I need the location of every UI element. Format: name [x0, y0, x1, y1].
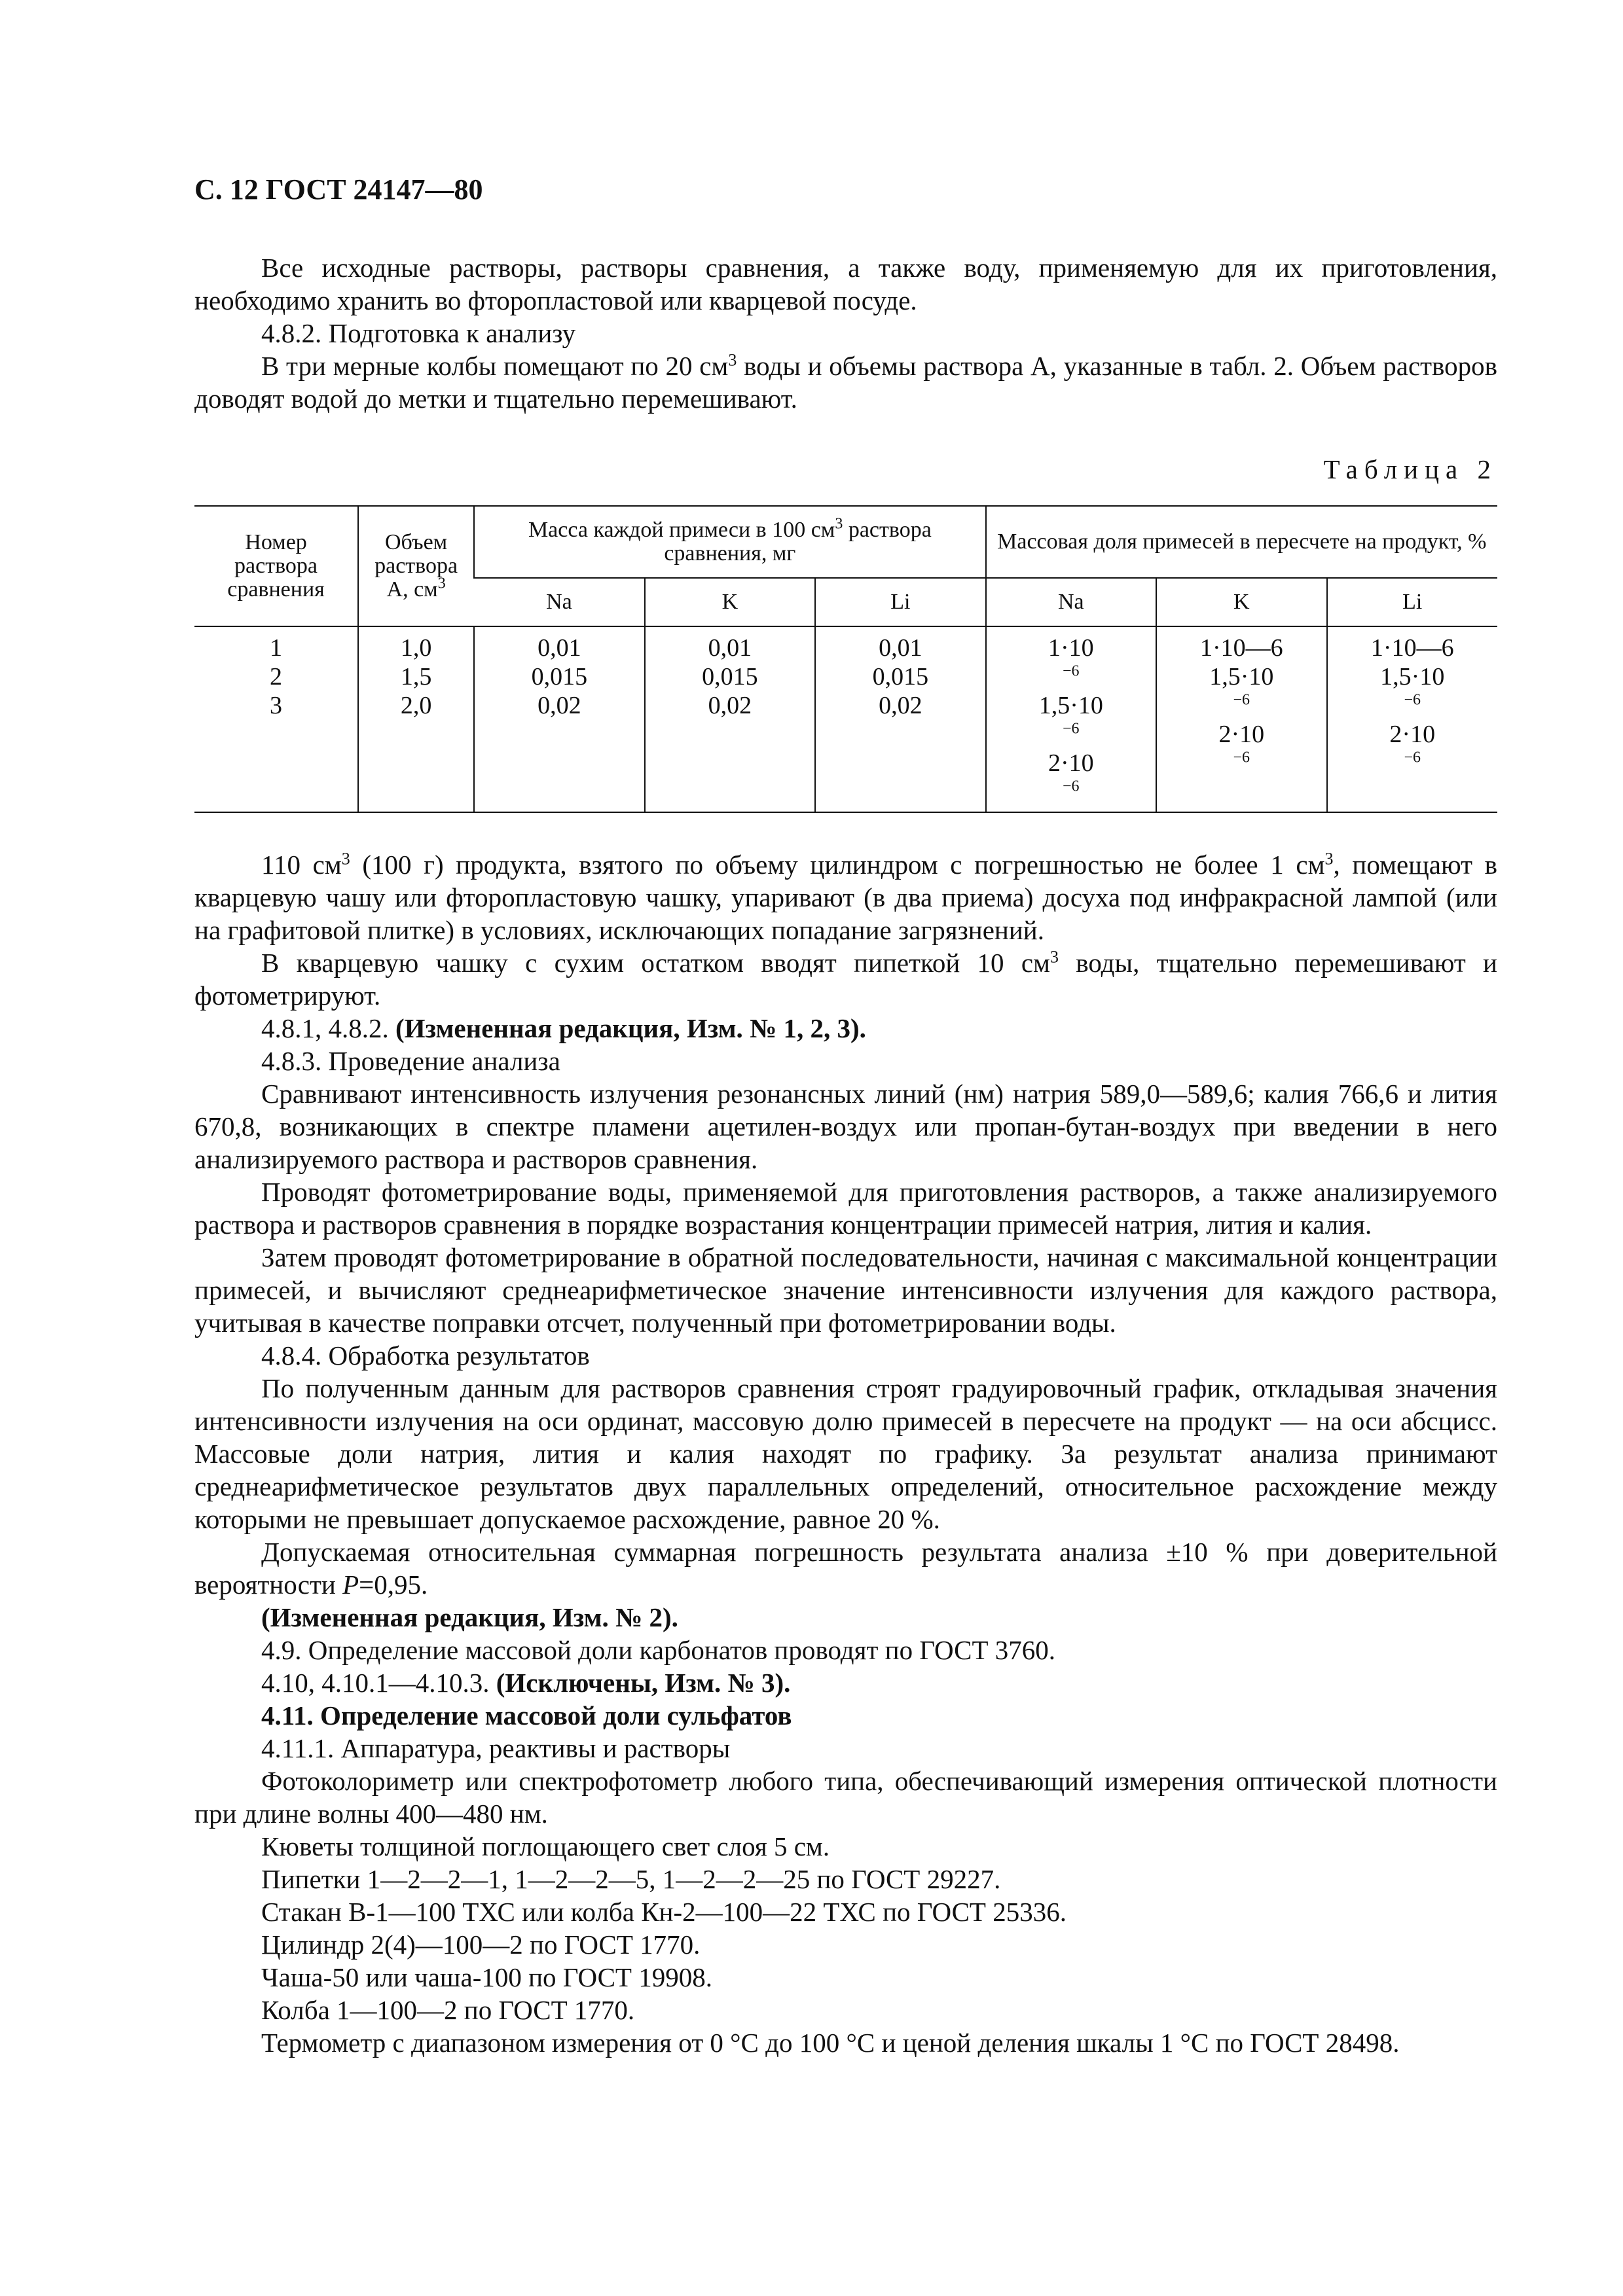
- header-frac-na: Na: [986, 578, 1156, 626]
- section-heading-4-8-4: 4.8.4. Обработка результатов: [261, 1340, 590, 1371]
- page-header: С. 12 ГОСТ 24147—80: [194, 173, 483, 206]
- table-caption: Таблица 2: [1323, 454, 1497, 484]
- section-heading-4-8-2: 4.8.2. Подготовка к анализу: [261, 318, 576, 348]
- cell-mass-li: 0,01 0,015 0,02: [815, 626, 985, 812]
- cell-mass-k: 0,01 0,015 0,02: [645, 626, 815, 812]
- table-body-row: [194, 626, 1497, 812]
- header-mass-fraction: Массовая доля примесей в пересчете на продукт, %: [986, 506, 1497, 578]
- paragraph-storage: Все исходные растворы, растворы сравнения, а также воду, применяемую для их приготовления, необходимо хранить во фторопластовой или кварцевой посуде.: [194, 253, 1497, 315]
- header-volume: Объем раствора А, $см^3$: [358, 506, 474, 626]
- body-text: [194, 848, 1497, 2059]
- paragraph-photocolorimeter: Фотоколориметр или спектрофотометр любого типа, обеспечивающий измерения оптической плотности при длине волны 400—480 нм.: [194, 1766, 1497, 1829]
- paragraph-processing: По полученным данным для растворов сравнения строят градуировочный график, откладывая значения интенсивности излучения на оси ординат, массовую долю примесей в пересчете на продукт — на оси абсцисс. Массовые доли натрия, лития и калия находят по графику. За результат анализа принимают среднеарифметическое результатов двух параллельных определений, относительное расхождение между которыми не превышает допускаемое расхождение, равное 20 %.: [194, 1373, 1497, 1534]
- section-heading-4-8-3: 4.8.3. Проведение анализа: [261, 1046, 560, 1076]
- list-item: Чаша-50 или чаша-100 по ГОСТ 19908.: [261, 1962, 712, 1992]
- cell-volumes: 1,0 1,5 2,0: [358, 626, 474, 812]
- list-item: Кюветы толщиной поглощающего свет слоя 5 см.: [261, 1831, 830, 1861]
- paragraph-prep: В три мерные колбы помещают по 20 $см^3$ воды и объемы раствора А, указанные в табл. 2. Объем растворов доводят водой до метки и тщательно перемешивают.: [194, 350, 1497, 414]
- list-item: Стакан В-1—100 ТХС или колба Кн-2—100—22 ТХС по ГОСТ 25336.: [261, 1897, 1067, 1927]
- cell-mass-na: 0,01 0,015 0,02: [474, 626, 644, 812]
- cell-fraction-na: 1·10 $^{-6}$ 1,5·10 $^{-6}$ 2·10 $^{-6}$: [986, 626, 1156, 812]
- header-mass: Масса каждой примеси в 100 $см^3$ раствора сравнения, мг: [474, 506, 985, 578]
- paragraph-sample: 110 $см^3$ (100 г) продукта, взятого по объему цилиндром с погрешностью не более 1 $см^3$, помещают в кварцевую чашу или фторопластовую чашку, упаривают (в два приема) досуха под инфракрасной лампой (или на графитовой плитке) в условиях, исключающих попадание загрязнений.: [194, 849, 1497, 945]
- paragraph-compare: Сравнивают интенсивность излучения резонансных линий (нм) натрия 589,0—589,6; калия 766,6 и лития 670,8, возникающих в спектре пламени ацетилен-воздух или пропан-бутан-воздух при введении в него анализируемого раствора и растворов сравнения.: [194, 1079, 1497, 1174]
- header-frac-li: Li: [1327, 578, 1498, 626]
- paragraph-amendment-1: 4.8.1, 4.8.2. (Измененная редакция, Изм. № 1, 2, 3).: [261, 1013, 866, 1043]
- header-frac-k: K: [1156, 578, 1326, 626]
- paragraph-reverse: Затем проводят фотометрирование в обратной последовательности, начиная с максимальной концентрации примесей, и вычисляют среднеарифметическое значение интенсивности излучения для каждого раствора, учитывая в качестве поправки отсчет, полученный при фотометрировании воды.: [194, 1242, 1497, 1338]
- header-na: Na: [474, 578, 644, 626]
- reference-solutions-table: [194, 505, 1497, 813]
- paragraph-amendment-2: (Измененная редакция, Изм. № 2).: [261, 1602, 678, 1632]
- paragraph-error: Допускаемая относительная суммарная погрешность результата анализа ±10 % при доверительной вероятности P=0,95.: [194, 1537, 1497, 1600]
- section-heading-4-11: 4.11. Определение массовой доли сульфатов: [261, 1700, 792, 1731]
- section-4-10: 4.10, 4.10.1—4.10.3. (Исключены, Изм. № 3).: [261, 1668, 791, 1698]
- list-item: Пипетки 1—2—2—1, 1—2—2—5, 1—2—2—25 по ГОСТ 29227.: [261, 1864, 1001, 1894]
- list-item: Термометр с диапазоном измерения от 0 °С до 100 °С и ценой деления шкалы 1 °С по ГОСТ 28498.: [261, 2028, 1400, 2058]
- cell-fraction-li: 1·10—6 1,5·10 $^{-6}$ 2·10 $^{-6}$: [1327, 626, 1498, 812]
- list-item: Цилиндр 2(4)—100—2 по ГОСТ 1770.: [261, 1929, 701, 1960]
- header-solution-number: Номер раствора сравнения: [194, 506, 358, 626]
- cell-solution-numbers: 1 2 3: [270, 634, 283, 719]
- cell-fraction-k: 1·10—6 1,5·10 $^{-6}$ 2·10 $^{-6}$: [1156, 626, 1326, 812]
- paragraph-photometry: Проводят фотометрирование воды, применяемой для приготовления растворов, а также анализируемого раствора и растворов сравнения в порядке возрастания концентрации примесей натрия, лития и калия.: [194, 1177, 1497, 1240]
- header-k: K: [645, 578, 815, 626]
- paragraph-dissolve: В кварцевую чашку с сухим остатком вводят пипеткой 10 $см^3$ воды, тщательно перемешивают и фотометрируют.: [194, 947, 1497, 1011]
- list-item: Колба 1—100—2 по ГОСТ 1770.: [261, 1995, 635, 2025]
- section-4-9: 4.9. Определение массовой доли карбонатов проводят по ГОСТ 3760.: [261, 1635, 1056, 1665]
- document-page: [194, 171, 1497, 2059]
- header-li: Li: [815, 578, 985, 626]
- section-heading-4-11-1: 4.11.1. Аппаратура, реактивы и растворы: [261, 1733, 731, 1763]
